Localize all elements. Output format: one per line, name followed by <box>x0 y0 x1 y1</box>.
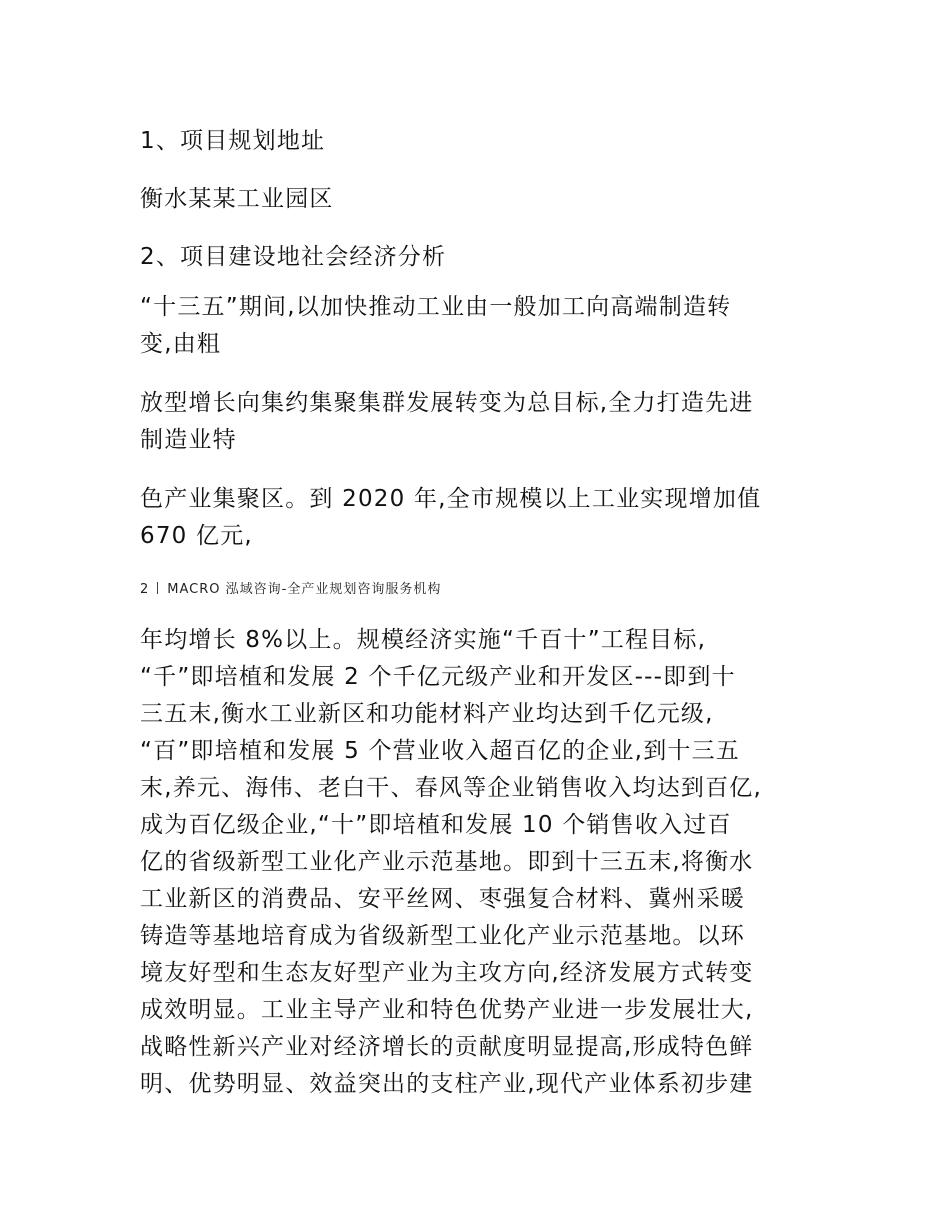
page-footer <box>140 578 441 597</box>
page-number: 2 <box>140 582 150 597</box>
body-paragraph <box>140 622 820 1103</box>
paragraph-3 <box>140 481 820 555</box>
body-line: 成效明显。工业主导产业和特色优势产业进一步发展壮大, <box>140 997 754 1023</box>
body-line: “百”即培植和发展 5 个营业收入超百亿的企业,到十三五 <box>140 738 740 764</box>
body-line: 亿的省级新型工业化产业示范基地。即到十三五末,将衡水 <box>140 849 754 875</box>
body-line: 年均增长 8%以上。规模经济实施“千百十”工程目标, <box>140 627 707 653</box>
footer-divider <box>157 582 158 594</box>
body-line: 明、优势明显、效益突出的支柱产业,现代产业体系初步建 <box>140 1071 754 1097</box>
body-line: 成为百亿级企业,“十”即培植和发展 10 个销售收入过百 <box>140 812 732 838</box>
paragraph-2-line: 放型增长向集约集聚集群发展转变为总目标,全力打造先进 <box>140 390 754 416</box>
body-line: 三五末,衡水工业新区和功能材料产业均达到千亿元级, <box>140 701 714 727</box>
paragraph-2 <box>140 385 820 459</box>
paragraph-3-line: 670 亿元, <box>140 523 253 549</box>
paragraph-1 <box>140 289 820 363</box>
body-line: 境友好型和生态友好型产业为主攻方向,经济发展方式转变 <box>140 960 754 986</box>
paragraph-3-line: 色产业集聚区。到 2020 年,全市规模以上工业实现增加值 <box>140 486 762 512</box>
footer-text: MACRO 泓域咨询-全产业规划咨询服务机构 <box>167 582 442 597</box>
paragraph-1-line: 变,由粗 <box>140 331 222 357</box>
document-page <box>140 0 820 1230</box>
body-line: “千”即培植和发展 2 个千亿元级产业和开发区---即到十 <box>140 664 736 690</box>
body-line: 末,养元、海伟、老白干、春风等企业销售收入均达到百亿, <box>140 775 763 801</box>
body-line: 战略性新兴产业对经济增长的贡献度明显提高,形成特色鲜 <box>140 1034 754 1060</box>
body-line: 工业新区的消费品、安平丝网、枣强复合材料、冀州采暖 <box>140 886 745 912</box>
body-line: 铸造等基地培育成为省级新型工业化产业示范基地。以环 <box>140 923 745 949</box>
section-heading-economic-analysis: 2、项目建设地社会经济分析 <box>140 244 447 270</box>
paragraph-2-line: 制造业特 <box>140 427 237 453</box>
project-location-text: 衡水某某工业园区 <box>140 186 334 212</box>
section-heading-location: 1、项目规划地址 <box>140 128 326 154</box>
paragraph-1-line: “十三五”期间,以加快推动工业由一般加工向高端制造转 <box>140 294 732 320</box>
